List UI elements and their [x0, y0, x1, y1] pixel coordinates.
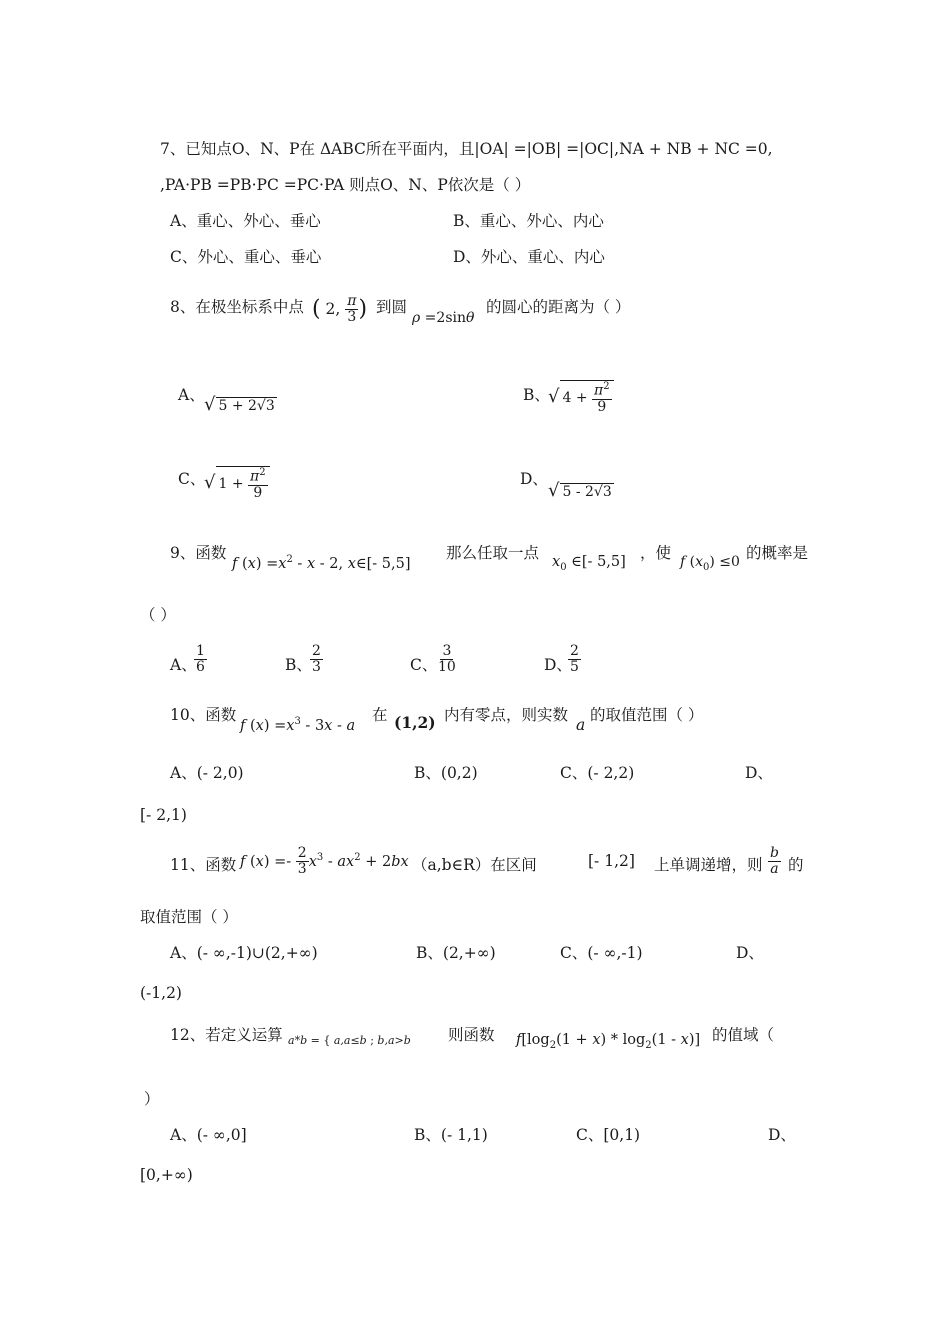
- q9-option-a-label: A、: [170, 656, 197, 674]
- q11-stem-mid2: 上单调递增，则: [654, 856, 763, 874]
- q8-option-d-label: D、: [520, 470, 548, 488]
- q11-stem-line2: 取值范围（ ）: [140, 908, 238, 926]
- q10-variable-a: a: [576, 716, 586, 734]
- q12-option-b: B、(- 1,1): [414, 1126, 488, 1144]
- q11-ratio: $\frac{b}{a}$: [770, 845, 779, 878]
- q11-option-d-value: (-1,2): [140, 984, 182, 1002]
- q12-stem-suffix: 的值域（: [712, 1026, 775, 1044]
- q8-option-a-label: A、: [178, 386, 205, 404]
- q9-paren: （ ）: [140, 606, 176, 624]
- q11-interval: [- 1,2]: [588, 852, 635, 870]
- q12-stem-prefix: 12、若定义运算: [170, 1026, 283, 1044]
- q11-option-b: B、(2,+∞): [416, 944, 496, 962]
- q7-option-c: C、外心、重心、垂心: [170, 248, 322, 266]
- q11-stem-suffix: 的: [788, 856, 804, 874]
- q12-option-d-value: [0,+∞): [140, 1166, 193, 1184]
- q8-stem-prefix: 8、在极坐标系中点: [170, 298, 304, 316]
- q11-stem-prefix: 11、函数: [170, 856, 237, 874]
- q9-option-b-label: B、: [285, 656, 312, 674]
- q9-point-formula: $x_0$ ∈[- 5,5]: [552, 554, 626, 573]
- q9-option-a-value: $\frac{1}{6}$: [196, 643, 205, 676]
- q11-stem-mid: （a,b∈R）在区间: [412, 856, 537, 874]
- q8-stem-mid: 到圆: [376, 298, 408, 316]
- q8-stem-suffix: 的圆心的距离为（ ）: [486, 298, 631, 316]
- q9-option-d-label: D、: [544, 656, 572, 674]
- q10-stem-prefix: 10、函数: [170, 706, 237, 724]
- q8-circle-formula: ρ =2sinθ: [412, 310, 475, 326]
- q7-option-d: D、外心、重心、内心: [453, 248, 605, 266]
- q11-option-d-label: D、: [736, 944, 764, 962]
- q12-option-d-label: D、: [768, 1126, 796, 1144]
- q10-option-a: A、(- 2,0): [170, 764, 244, 782]
- q7-option-a: A、重心、外心、垂心: [170, 212, 321, 230]
- q9-stem-mid2: ，使: [640, 544, 672, 562]
- q9-option-c-value: $\frac{3}{10}$: [438, 643, 456, 676]
- q10-stem-mid: 在: [372, 706, 388, 724]
- q8-option-d-value: √ 5 - 2√3: [548, 480, 612, 501]
- q12-stem-mid: 则函数: [448, 1026, 495, 1044]
- q8-option-b-value: √ 4 + $\frac{\pi^2}{9}$: [548, 380, 614, 415]
- q10-option-c: C、(- 2,2): [560, 764, 635, 782]
- q11-function-formula: f (x) =- $\frac{2}{3}$ $x^3 - ax^2 + 2bx$: [240, 845, 409, 878]
- q12-paren-close: ）: [144, 1090, 160, 1108]
- q9-option-b-value: $\frac{2}{3}$: [312, 643, 321, 676]
- q8-option-b-label: B、: [523, 386, 550, 404]
- q12-option-c: C、[0,1): [576, 1126, 641, 1144]
- q9-option-d-value: $\frac{2}{5}$: [570, 643, 579, 676]
- q9-function-formula: f $(x) =x^2 - x - 2$, x∈[- 5,5]: [232, 554, 411, 572]
- q10-option-b: B、(0,2): [414, 764, 478, 782]
- q8-option-c-label: C、: [178, 470, 206, 488]
- q8-option-a-value: √ 5 + 2√3: [204, 394, 275, 415]
- q7-stem-line2: ,PA·PB =PB·PC =PC·PA 则点O、N、P依次是（ ）: [160, 176, 531, 194]
- q9-option-c-label: C、: [410, 656, 438, 674]
- q10-stem-suffix: 的取值范围（ ）: [590, 706, 704, 724]
- q10-option-d-label: D、: [745, 764, 773, 782]
- q9-condition-formula: f $(x_0) \le 0$: [680, 554, 740, 573]
- q9-stem-mid: 那么任取一点: [446, 544, 540, 562]
- q12-function-formula: $f[\log_2(1 + x) * \log_2(1 - x)]$: [516, 1032, 701, 1051]
- q9-stem-prefix: 9、函数: [170, 544, 227, 562]
- q12-option-a: A、(- ∞,0]: [170, 1126, 247, 1144]
- q7-stem-line1: 7、已知点O、N、P在 ΔABC所在平面内，且|OA| =|OB| =|OC|,NA + NB + NC =0,: [160, 140, 773, 158]
- q8-point-formula: ( 2, $\frac{\pi}{3}$ ): [312, 293, 368, 326]
- q7-option-b: B、重心、外心、内心: [453, 212, 604, 230]
- q9-stem-suffix: 的概率是: [746, 544, 809, 562]
- q10-function-formula: f $(x) =x^3 - 3x - a$: [240, 716, 356, 734]
- q10-interval: (1,2): [394, 713, 436, 732]
- q11-option-c: C、(- ∞,-1): [560, 944, 643, 962]
- q10-option-d-value: [- 2,1): [140, 806, 187, 824]
- q10-stem-mid2: 内有零点，则实数: [444, 706, 569, 724]
- q12-operation-definition: a*b = { a,a≤b ; b,a>b: [288, 1034, 411, 1047]
- q8-option-c-value: √ 1 + $\frac{\pi^2}{9}$: [204, 466, 270, 501]
- q11-option-a: A、(- ∞,-1)∪(2,+∞): [170, 944, 318, 962]
